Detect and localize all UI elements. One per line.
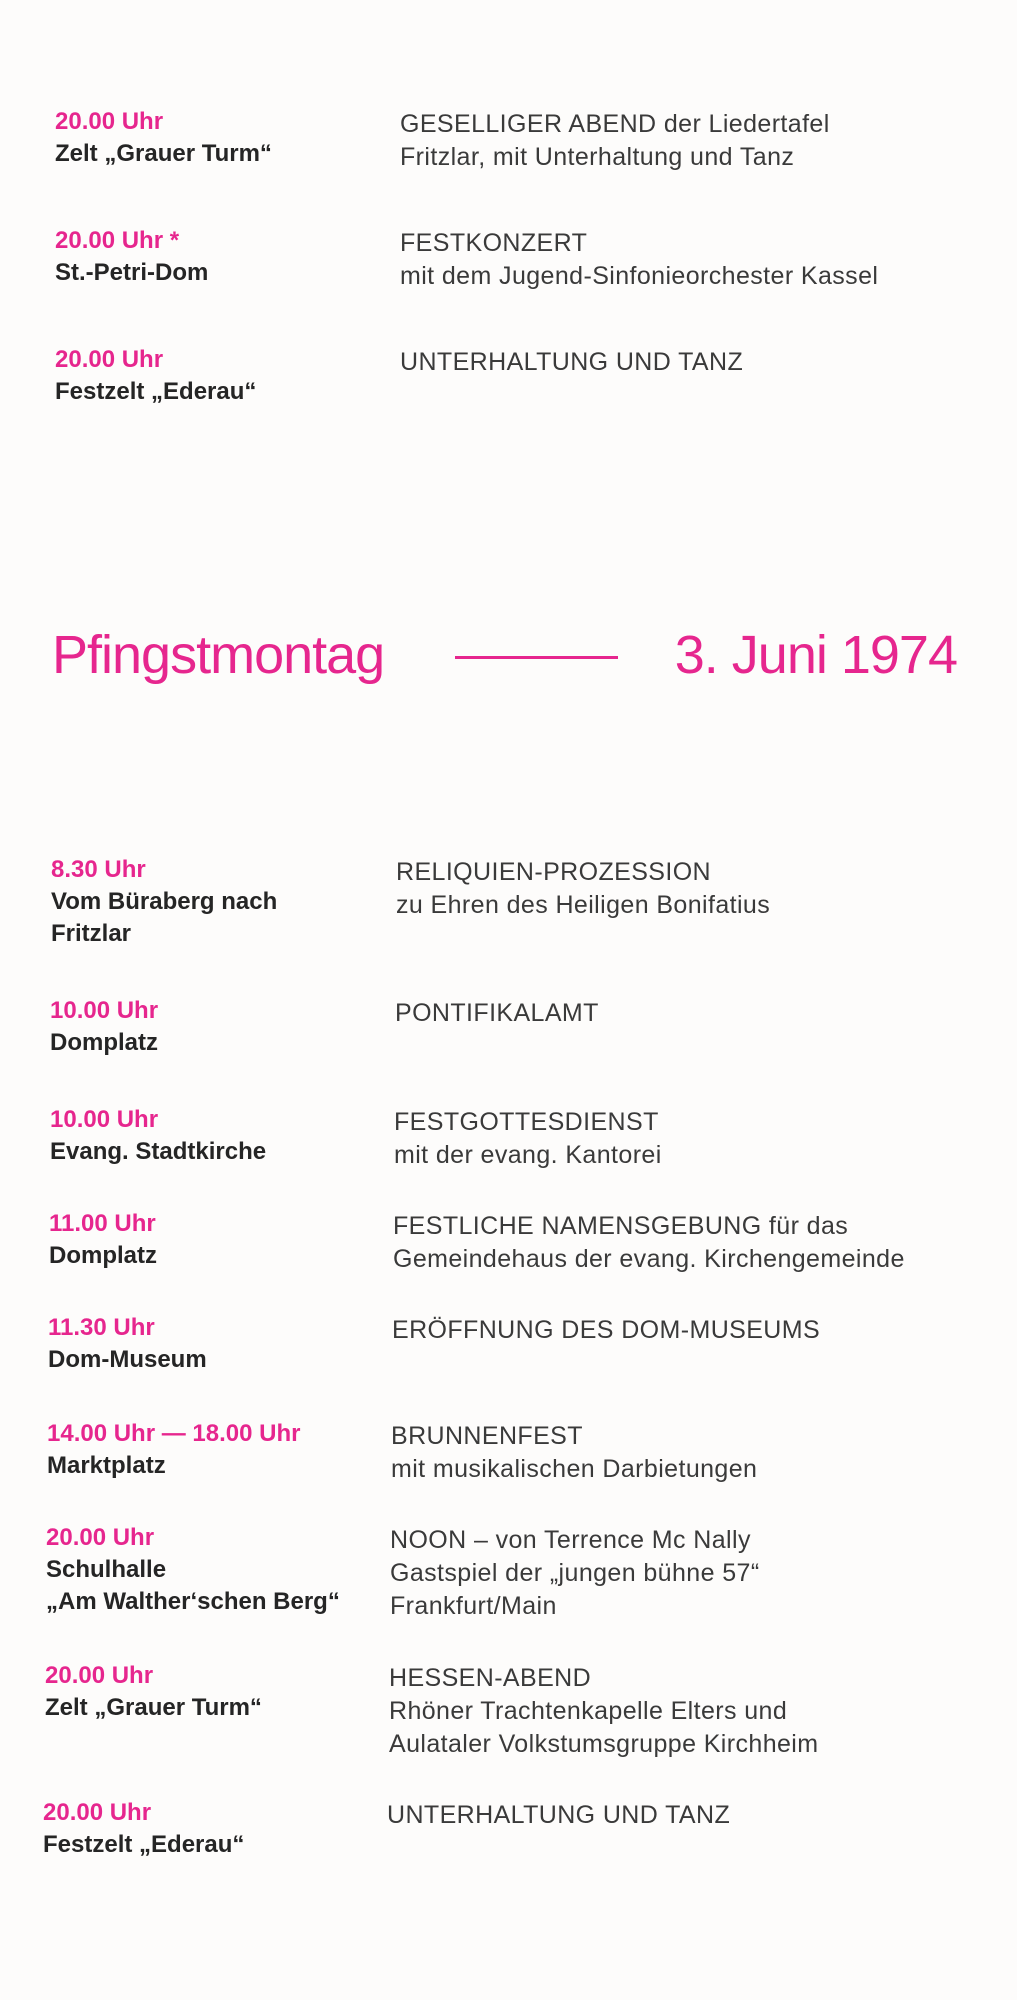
heading-dash bbox=[455, 656, 618, 659]
day-date: 3. Juni 1974 bbox=[674, 625, 957, 685]
event-place: Festzelt „Ederau“ bbox=[43, 1831, 245, 1858]
event-description: Rhöner Trachtenkapelle Elters und bbox=[389, 1697, 788, 1725]
event-place: Festzelt „Ederau“ bbox=[55, 378, 257, 405]
event-time: 20.00 Uhr bbox=[46, 1524, 155, 1551]
event-title: FESTKONZERT bbox=[400, 229, 588, 257]
event-description: Fritzlar, mit Unterhaltung und Tanz bbox=[400, 143, 795, 171]
event-place: Evang. Stadtkirche bbox=[50, 1138, 267, 1165]
event-title: RELIQUIEN-PROZESSION bbox=[396, 858, 711, 886]
event-time: 14.00 Uhr — 18.00 Uhr bbox=[47, 1420, 301, 1447]
event-title: HESSEN-ABEND bbox=[389, 1664, 592, 1692]
event-time: 20.00 Uhr bbox=[55, 108, 164, 135]
event-place: Zelt „Grauer Turm“ bbox=[45, 1694, 262, 1721]
event-title: BRUNNENFEST bbox=[391, 1422, 583, 1450]
event-place: Schulhalle bbox=[46, 1556, 167, 1583]
event-description: Gastspiel der „jungen bühne 57“ bbox=[390, 1559, 760, 1587]
day-heading bbox=[52, 620, 957, 690]
event-time: 20.00 Uhr bbox=[55, 346, 164, 373]
event-place-line-2: „Am Walther‘schen Berg“ bbox=[46, 1588, 340, 1615]
event-title: GESELLIGER ABEND der Liedertafel bbox=[400, 110, 830, 138]
event-place: St.-Petri-Dom bbox=[55, 259, 209, 286]
event-place: Domplatz bbox=[50, 1029, 158, 1056]
event-time: 8.30 Uhr bbox=[51, 856, 146, 883]
event-description: mit musikalischen Darbietungen bbox=[391, 1455, 758, 1483]
event-time: 20.00 Uhr bbox=[43, 1799, 152, 1826]
event-title: UNTERHALTUNG UND TANZ bbox=[400, 348, 744, 376]
event-title: FESTLICHE NAMENSGEBUNG für das bbox=[393, 1212, 849, 1240]
event-description: Gemeindehaus der evang. Kirchengemeinde bbox=[393, 1245, 905, 1273]
event-title: ERÖFFNUNG DES DOM-MUSEUMS bbox=[392, 1316, 821, 1344]
event-description: zu Ehren des Heiligen Bonifatius bbox=[396, 891, 771, 919]
day-name: Pfingstmontag bbox=[52, 625, 385, 685]
event-time: 10.00 Uhr bbox=[50, 1106, 159, 1133]
event-place: Domplatz bbox=[49, 1242, 157, 1269]
event-description: mit dem Jugend-Sinfonieorchester Kassel bbox=[400, 262, 879, 290]
event-time: 20.00 Uhr bbox=[45, 1662, 154, 1689]
event-description-line-2: Frankfurt/Main bbox=[390, 1592, 557, 1620]
event-time: 11.30 Uhr bbox=[48, 1314, 155, 1341]
event-title: PONTIFIKALAMT bbox=[395, 999, 599, 1027]
event-time: 10.00 Uhr bbox=[50, 997, 159, 1024]
event-time: 20.00 Uhr * bbox=[55, 227, 180, 254]
event-title: FESTGOTTESDIENST bbox=[394, 1108, 659, 1136]
event-place-line-2: Fritzlar bbox=[51, 920, 132, 947]
event-time: 11.00 Uhr bbox=[49, 1210, 156, 1237]
event-place: Dom-Museum bbox=[48, 1346, 207, 1373]
event-description-line-2: Aulataler Volkstumsgruppe Kirchheim bbox=[389, 1730, 819, 1758]
event-place: Zelt „Grauer Turm“ bbox=[55, 140, 272, 167]
event-description: mit der evang. Kantorei bbox=[394, 1141, 662, 1169]
event-place: Vom Büraberg nach bbox=[51, 888, 278, 915]
event-title: UNTERHALTUNG UND TANZ bbox=[387, 1801, 731, 1829]
event-place: Marktplatz bbox=[47, 1452, 166, 1479]
event-title: NOON – von Terrence Mc Nally bbox=[390, 1526, 751, 1554]
